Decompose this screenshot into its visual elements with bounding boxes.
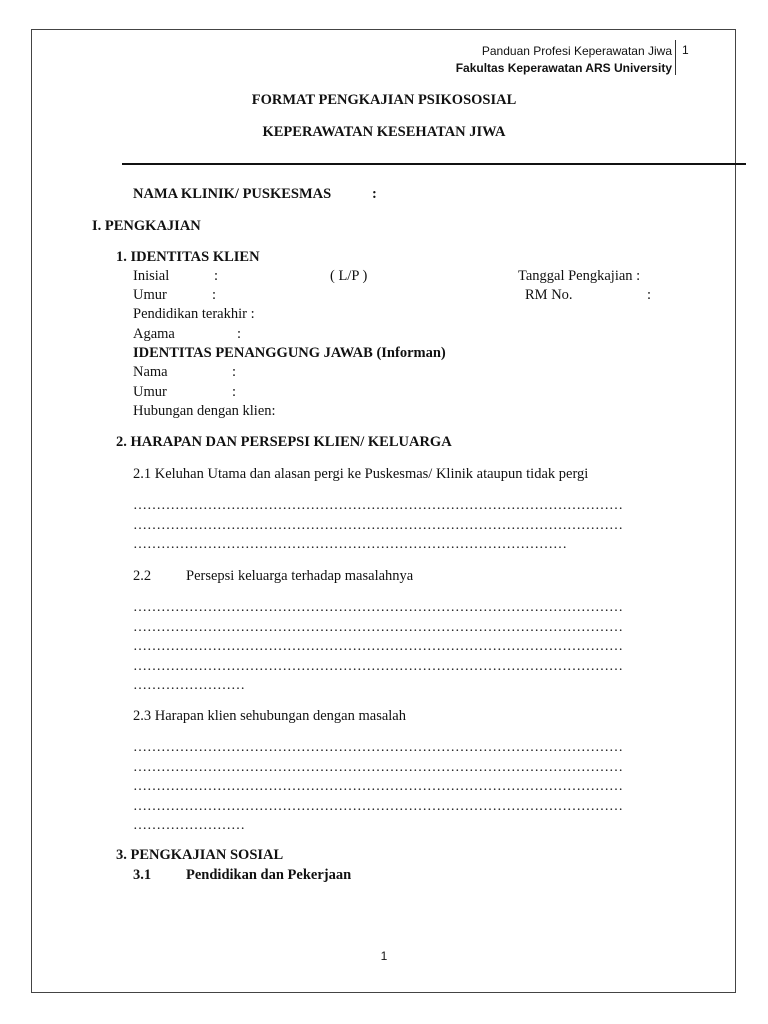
answer-line: ……………………	[133, 818, 245, 833]
answer-line: ……………………………………………………………………………………………	[133, 518, 623, 533]
gender-field: ( L/P )	[330, 268, 368, 284]
question-2-2: Persepsi keluarga terhadap masalahnya	[186, 568, 414, 584]
question-2-3: 2.3 Harapan klien sehubungan dengan masalah	[133, 708, 406, 724]
header-page-number: 1	[682, 43, 689, 57]
answer-line: ……………………………………………………………………………………………	[133, 620, 623, 635]
header-line2: Fakultas Keperawatan ARS University	[455, 61, 672, 75]
running-header	[456, 43, 672, 77]
answer-line: ……………………………………………………………………………………………	[133, 799, 623, 814]
clinic-label: NAMA KLINIK/ PUSKESMAS	[133, 186, 332, 202]
question-2-1: 2.1 Keluhan Utama dan alasan pergi ke Puskesmas/ Klinik ataupun tidak pergi	[133, 466, 589, 482]
penanggung-heading: IDENTITAS PENANGGUNG JAWAB (Informan)	[133, 345, 446, 361]
answer-line: ……………………	[133, 678, 245, 693]
answer-line: ……………………………………………………………………………………………	[133, 740, 623, 755]
clinic-colon: :	[372, 186, 377, 202]
umur-label: Umur	[133, 287, 167, 303]
sosial-heading: 3. PENGKAJIAN SOSIAL	[116, 847, 284, 863]
answer-line: ……………………………………………………………………………………………	[133, 659, 623, 674]
agama-colon: :	[237, 326, 242, 342]
hubungan-label: Hubungan dengan klien:	[133, 403, 276, 419]
penanggung-umur-colon: :	[232, 384, 237, 400]
answer-line: …………………………………………………………………………………	[133, 537, 567, 552]
identitas-heading: 1. IDENTITAS KLIEN	[116, 249, 260, 265]
answer-line: ……………………………………………………………………………………………	[133, 639, 623, 654]
inisial-label: Inisial	[133, 268, 170, 284]
rm-label: RM No.	[525, 287, 573, 303]
answer-line: ……………………………………………………………………………………………	[133, 760, 623, 775]
penanggung-umur-label: Umur	[133, 384, 167, 400]
pendidikan-label: Pendidikan terakhir :	[133, 306, 255, 322]
tanggal-label: Tanggal Pengkajian :	[518, 268, 641, 284]
nama-label: Nama	[133, 364, 168, 380]
answer-line: ……………………………………………………………………………………………	[133, 498, 623, 513]
title-rule	[122, 163, 746, 165]
header-divider	[675, 40, 676, 75]
section-pengkajian: I. PENGKAJIAN	[92, 218, 201, 234]
nama-colon: :	[232, 364, 237, 380]
document-title-line2: KEPERAWATAN KESEHATAN JIWA	[262, 124, 506, 140]
header-line1: Panduan Profesi Keperawatan Jiwa	[481, 44, 672, 58]
document-title-line1: FORMAT PENGKAJIAN PSIKOSOSIAL	[251, 92, 517, 108]
inisial-colon: :	[214, 268, 219, 284]
sosial-sub-heading: Pendidikan dan Pekerjaan	[186, 867, 352, 883]
answer-line: ……………………………………………………………………………………………	[133, 779, 623, 794]
question-2-2-number: 2.2	[133, 568, 152, 584]
umur-colon: :	[212, 287, 217, 303]
sosial-sub-number: 3.1	[133, 867, 152, 883]
answer-line: ……………………………………………………………………………………………	[133, 600, 623, 615]
footer-page-number: 1	[380, 949, 388, 963]
harapan-heading: 2. HARAPAN DAN PERSEPSI KLIEN/ KELUARGA	[116, 434, 452, 450]
agama-label: Agama	[133, 326, 175, 342]
rm-colon: :	[647, 287, 652, 303]
